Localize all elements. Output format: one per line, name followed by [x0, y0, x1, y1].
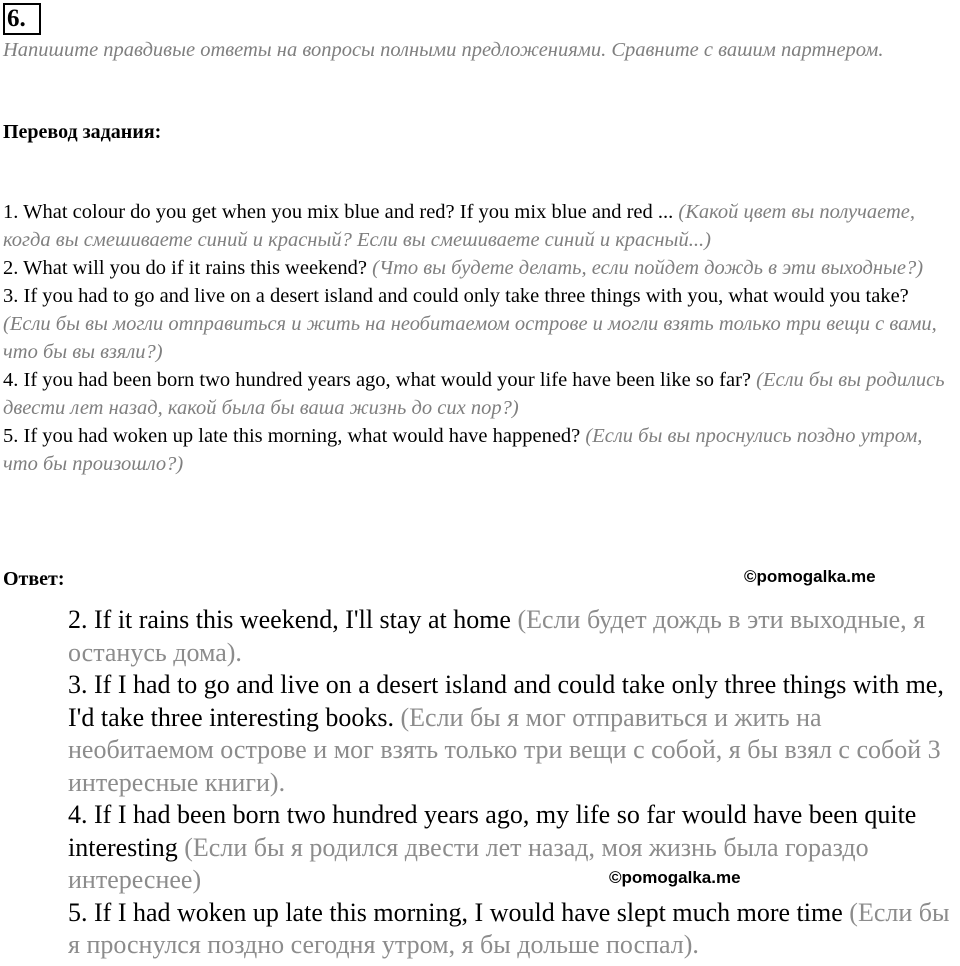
task-instruction: Напишите правдивые ответы на вопросы полными предложениями. Сравните с вашим партнером. [3, 39, 884, 61]
answer-en: 3. If I had to go and live on a desert island and could take only three things with me, I'd take three interesting books. [68, 670, 944, 732]
answer-ru: (Если будет дождь в эти выходные, я останусь дома). [68, 605, 926, 667]
answer-item [68, 669, 958, 799]
question-ru: (Какой цвет вы получаете, когда вы смешиваете синий и красный? Если вы смешиваете синий и красный...) [3, 201, 915, 251]
answer-en: 5. If I had woken up late this morning, I would have slept much more time [68, 897, 843, 927]
answer-ru: (Если бы я родился двести лет назад, моя жизнь была гораздо интереснее) [68, 832, 869, 894]
answer-item [68, 604, 958, 669]
watermark-2: ©pomogalka.me [609, 868, 741, 887]
question-item [3, 282, 958, 366]
answer-item [68, 897, 958, 962]
watermark: ©pomogalka.me [744, 567, 876, 586]
answer-ru: (Если бы я проснулся поздно сегодня утром, я бы дольше поспал). [68, 897, 950, 959]
question-en: 4. If you had been born two hundred years ago, what would your life have been like so far? [3, 369, 752, 391]
question-ru: (Если бы вы могли отправиться и жить на необитаемом острове и могли взять только три вещи с вами, что бы вы взяли?) [3, 313, 937, 363]
question-ru: (Если бы вы родились двести лет назад, какой была бы ваша жизнь до сих пор?) [3, 369, 945, 419]
exercise-number: 6. [3, 3, 41, 35]
question-en: 5. If you had woken up late this morning, what would have happened? [3, 425, 581, 447]
translation-heading: Перевод задания: [3, 121, 162, 143]
question-item [3, 422, 958, 478]
question-en: 1. What colour do you get when you mix blue and red? If you mix blue and red ... [3, 201, 674, 223]
question-item [3, 366, 958, 422]
question-en: 2. What will you do if it rains this weekend? [3, 257, 367, 279]
answer-heading: Ответ: [3, 568, 65, 590]
answer-list [68, 604, 958, 962]
question-list [3, 198, 958, 478]
answer-en: 4. If I had been born two hundred years ago, my life so far would have been quite interesting [68, 800, 917, 862]
question-ru: (Если бы вы проснулись поздно утром, что бы произошло?) [3, 425, 923, 475]
question-item [3, 254, 958, 282]
question-en: 3. If you had to go and live on a desert island and could only take three things with you, what would you take? [3, 285, 909, 307]
question-ru: (Что вы будете делать, если пойдет дождь в эти выходные?) [372, 257, 924, 279]
question-item [3, 198, 958, 254]
answer-item [68, 799, 958, 897]
answer-ru: (Если бы я мог отправиться и жить на необитаемом острове и мог взять только три вещи с собой, я бы взял с собой 3 интересные книги). [68, 702, 941, 797]
answer-en: 2. If it rains this weekend, I'll stay at home [68, 605, 511, 634]
